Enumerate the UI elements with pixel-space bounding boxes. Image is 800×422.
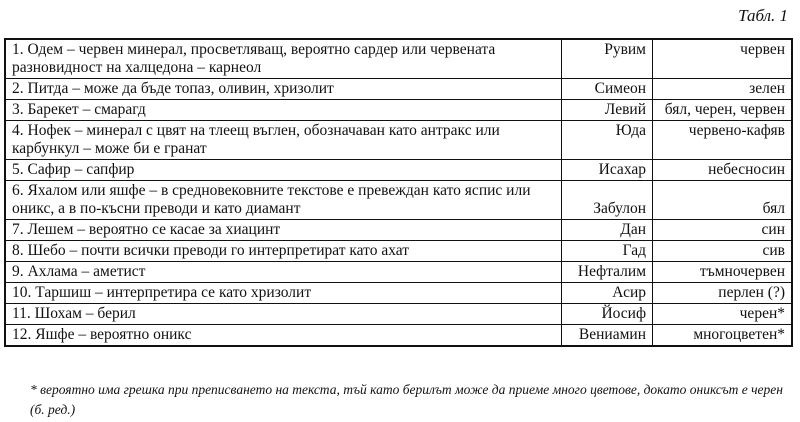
gem-description: 1. Одем – червен минерал, просветляващ, вероятно сардер или червената разновидност на халцедона – карнеол <box>5 39 562 79</box>
tribe-name: Йосиф <box>562 304 653 325</box>
gem-description: 11. Шохам – берил <box>5 304 562 325</box>
gem-description: 2. Питда – може да бъде топаз, оливин, хризолит <box>5 79 562 100</box>
table-row <box>5 79 792 100</box>
tribe-name: Асир <box>562 283 653 304</box>
table-caption: Табл. 1 <box>738 6 788 25</box>
table-row <box>5 325 792 347</box>
gem-color: червен <box>653 39 793 79</box>
table-row <box>5 100 792 121</box>
gem-color: зелен <box>653 79 793 100</box>
gem-color: бял, черен, червен <box>653 100 793 121</box>
gem-description: 10. Таршиш – интерпретира се като хризолит <box>5 283 562 304</box>
tribe-name: Симеон <box>562 79 653 100</box>
gem-color: син <box>653 220 793 241</box>
gem-color: многоцветен* <box>653 325 793 347</box>
gem-description: 5. Сафир – сапфир <box>5 160 562 181</box>
gem-description: 4. Нофек – минерал с цвят на тлеещ въглен, обозначаван като антракс или карбункул – може би е гранат <box>5 121 562 160</box>
table-row <box>5 262 792 283</box>
table-row <box>5 283 792 304</box>
gem-description: 8. Шебо – почти всички преводи го интерпретират като ахат <box>5 241 562 262</box>
tribe-name: Исахар <box>562 160 653 181</box>
gem-description: 7. Лешем – вероятно се касае за хиацинт <box>5 220 562 241</box>
gem-description: 12. Яшфе – вероятно оникс <box>5 325 562 347</box>
tribe-name: Забулон <box>562 181 653 220</box>
gem-color: сив <box>653 241 793 262</box>
gem-color: червено-кафяв <box>653 121 793 160</box>
tribe-name: Вениамин <box>562 325 653 347</box>
tribe-name: Рувим <box>562 39 653 79</box>
table-row <box>5 304 792 325</box>
table-row <box>5 39 792 79</box>
table-row <box>5 181 792 220</box>
table-row <box>5 241 792 262</box>
tribe-name: Нефталим <box>562 262 653 283</box>
gem-description: 3. Барекет – смарагд <box>5 100 562 121</box>
gem-color: черен* <box>653 304 793 325</box>
gem-color: бял <box>653 181 793 220</box>
gem-description: 6. Яхалом или яшфе – в средновековните текстове е превеждан като яспис или оникс, а в по-късни преводи и като диамант <box>5 181 562 220</box>
table-row <box>5 121 792 160</box>
tribe-name: Юда <box>562 121 653 160</box>
table-row <box>5 160 792 181</box>
tribe-name: Дан <box>562 220 653 241</box>
tribe-name: Гад <box>562 241 653 262</box>
gemstone-table <box>4 38 793 347</box>
tribe-name: Левий <box>562 100 653 121</box>
gem-color: тъмночервен <box>653 262 793 283</box>
gem-color: перлен (?) <box>653 283 793 304</box>
gem-description: 9. Ахлама – аметист <box>5 262 562 283</box>
table-row <box>5 220 792 241</box>
footnote: * вероятно има грешка при преписването на текста, тъй като берилът може да приеме много цветове, докато ониксът е черен (б. ред.) <box>30 382 783 417</box>
gem-color: небесносин <box>653 160 793 181</box>
